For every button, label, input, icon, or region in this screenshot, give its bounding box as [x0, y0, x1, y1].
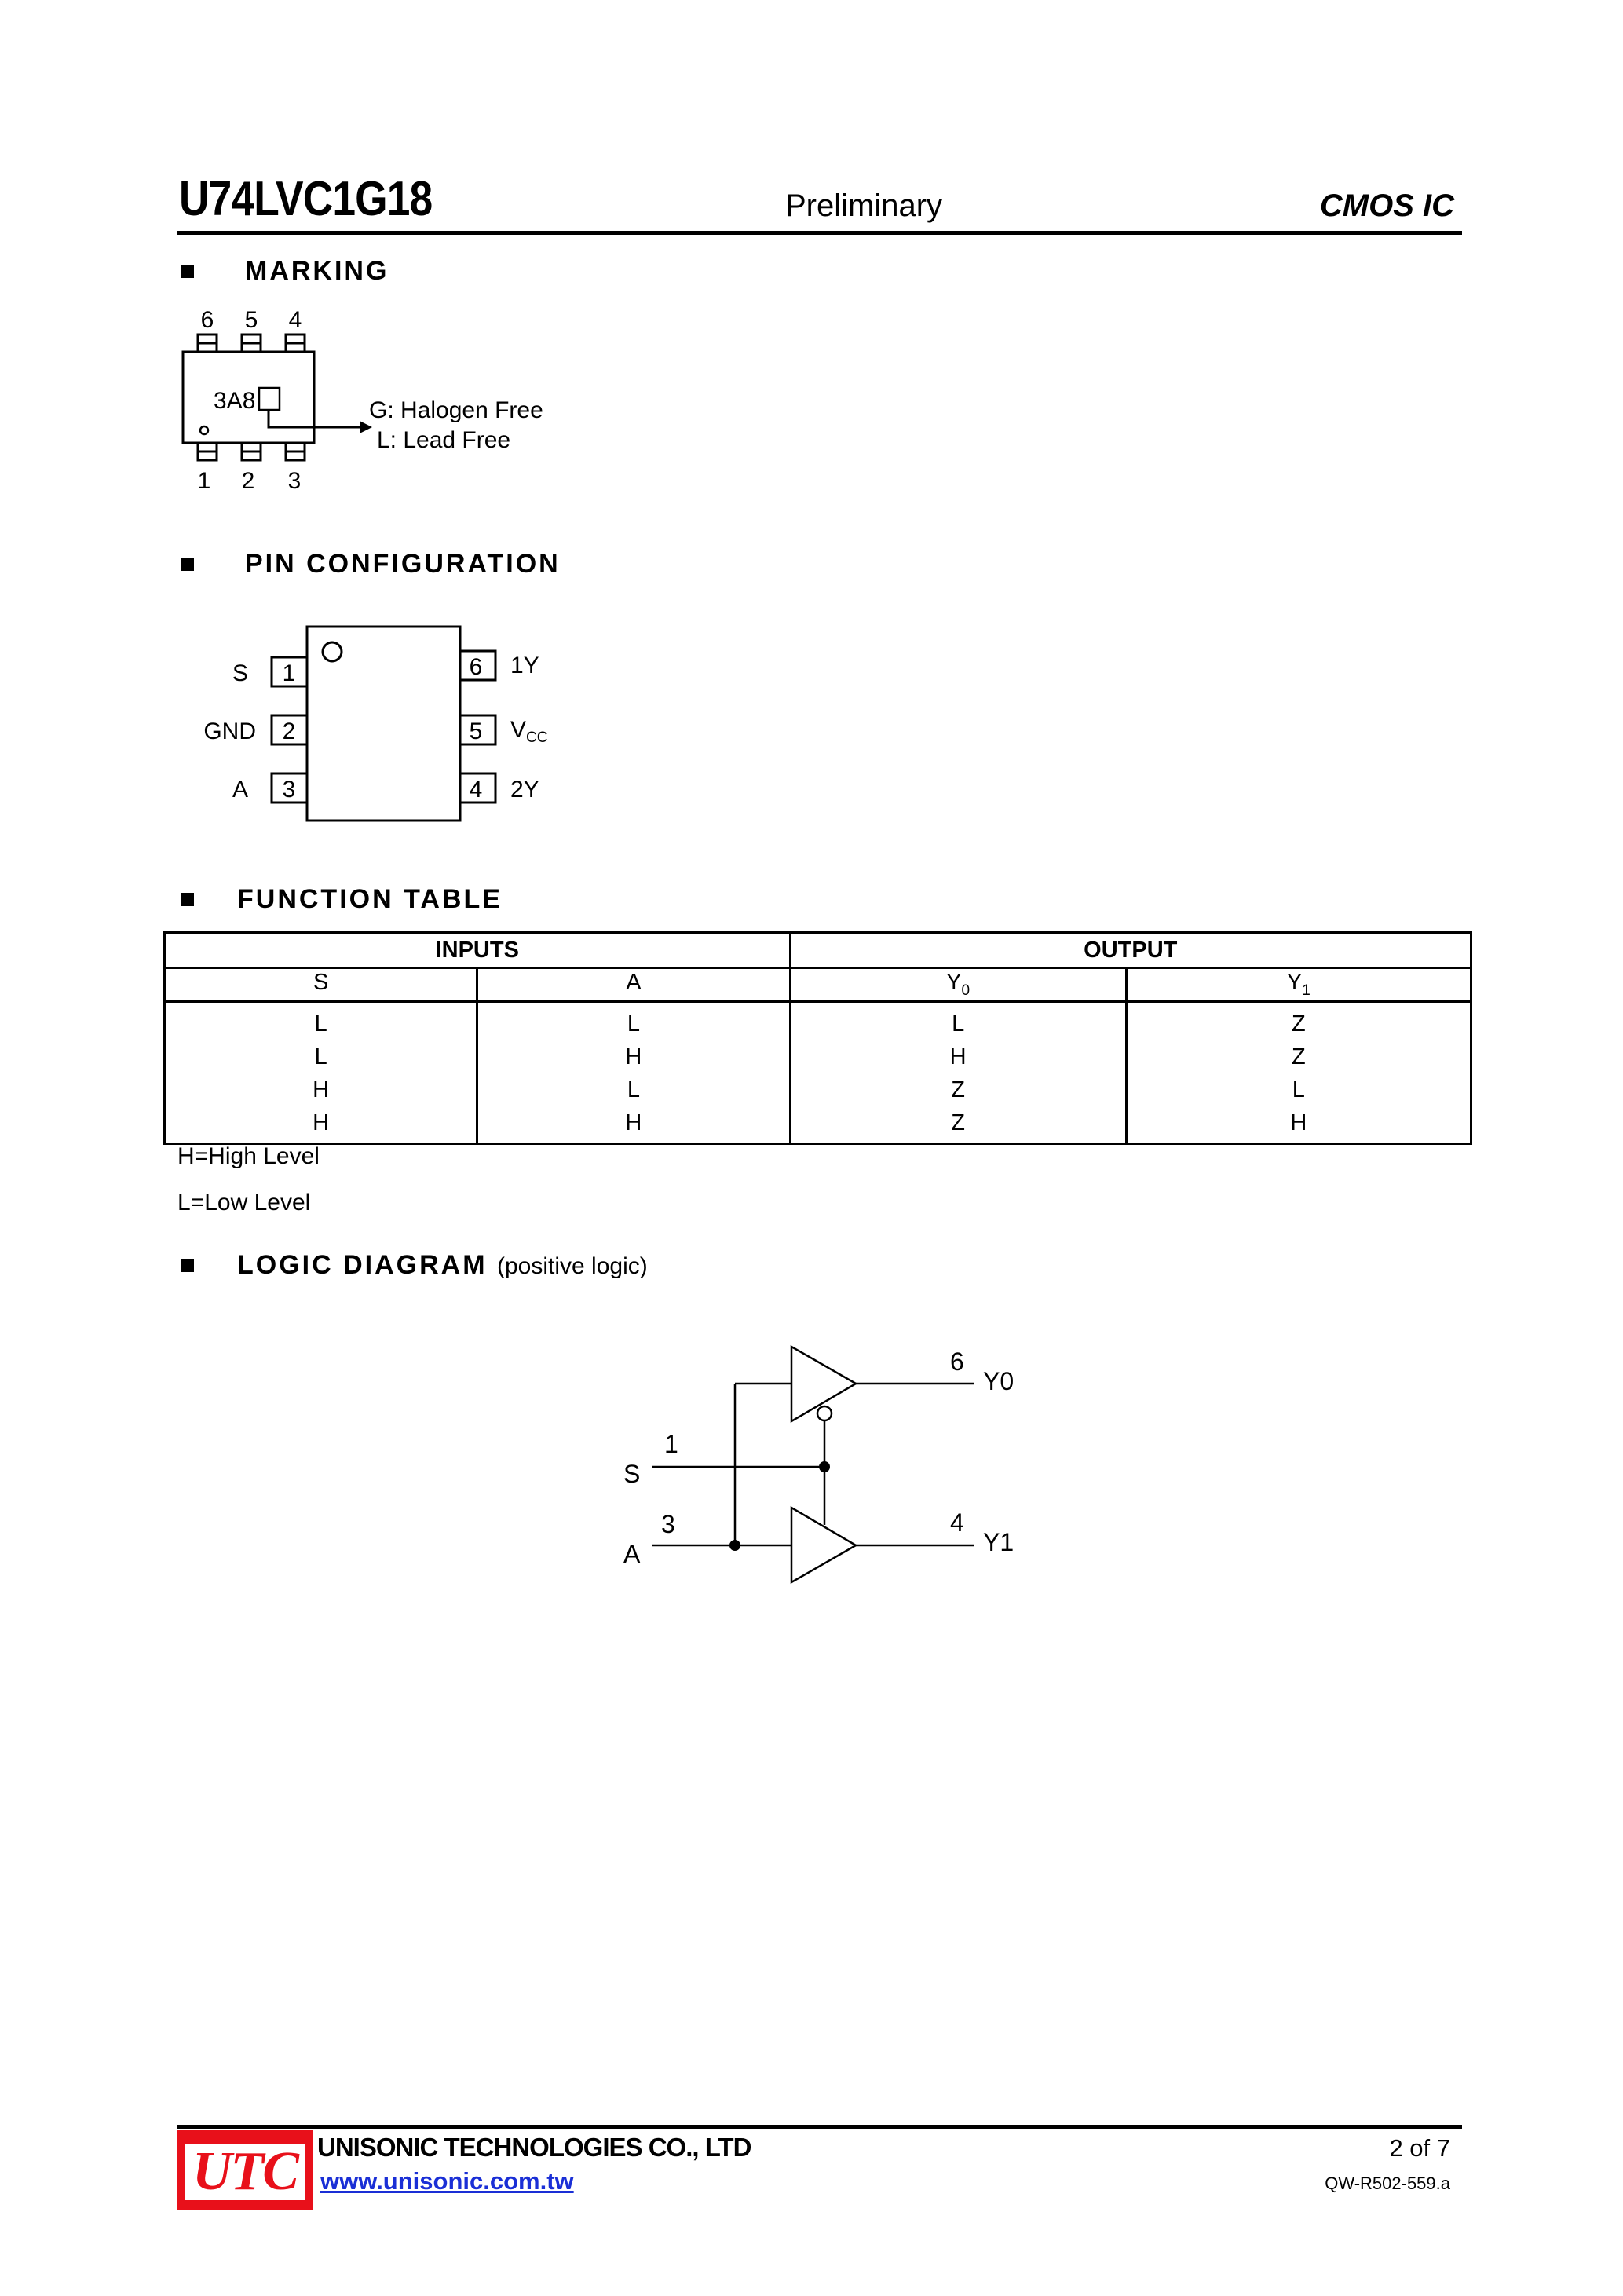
document-number: QW-R502-559.a	[1325, 2174, 1450, 2193]
logo-text: UTC	[192, 2141, 298, 2202]
marking-top-pin-label: 4	[288, 307, 302, 333]
pin-configuration-diagram	[188, 612, 581, 832]
pin-name: GND	[203, 718, 256, 744]
ic-package-body	[307, 627, 460, 821]
marking-diagram	[173, 306, 581, 503]
pin-name: $V_{CC}$	[510, 717, 548, 746]
table-cell: Z	[1126, 1040, 1471, 1073]
table-row	[165, 1073, 1471, 1106]
table-cell: Z	[790, 1073, 1126, 1106]
pin-number: 3	[282, 777, 296, 803]
input-label: S	[623, 1460, 641, 1488]
table-group-header: INPUTS	[165, 933, 791, 968]
table-cell: Z	[790, 1106, 1126, 1144]
website-link[interactable]: www.unisonic.com.tw	[320, 2167, 574, 2195]
section-title-function-table: FUNCTION TABLE	[237, 884, 503, 914]
document-status: Preliminary	[785, 188, 943, 223]
company-logo	[177, 2130, 313, 2210]
function-table	[163, 931, 1472, 1145]
product-category: CMOS IC	[1319, 188, 1454, 223]
pin-number: 2	[282, 718, 296, 744]
bullet-icon	[181, 265, 194, 278]
pin-name: 2Y	[510, 777, 539, 803]
bullet-icon	[181, 558, 194, 571]
table-legend: L=Low Level	[177, 1190, 311, 1216]
header-divider	[177, 231, 1462, 235]
table-cell: H	[477, 1106, 790, 1144]
inverted-enable-bubble-icon	[817, 1406, 832, 1420]
marking-bottom-pin-label: 3	[287, 468, 302, 494]
table-cell: L	[477, 1073, 790, 1106]
table-row	[165, 1040, 1471, 1073]
pin-number: 3	[661, 1510, 675, 1538]
table-cell: L	[165, 1002, 477, 1041]
marking-option-box	[259, 388, 280, 410]
table-legend: H=High Level	[177, 1143, 320, 1169]
table-cell: L	[165, 1040, 477, 1073]
pin-number: 6	[469, 654, 483, 680]
marking-note: L: Lead Free	[377, 427, 511, 453]
section-subtitle: (positive logic)	[497, 1253, 648, 1279]
section-title-marking: MARKING	[245, 256, 389, 286]
logic-diagram	[605, 1335, 1044, 1602]
pin-number: 1	[282, 660, 296, 686]
pin-number: 4	[950, 1508, 964, 1537]
table-column-header: A	[477, 968, 790, 1002]
table-group-header: OUTPUT	[790, 933, 1471, 968]
pin-number: 5	[469, 718, 483, 744]
table-row	[165, 1106, 1471, 1144]
output-label: Y0	[983, 1367, 1014, 1395]
section-title-logic-diagram: LOGIC DIAGRAM (positive logic)	[237, 1250, 648, 1280]
marking-note: G: Halogen Free	[369, 397, 543, 423]
footer-divider	[177, 2125, 1462, 2129]
pin1-dot-icon	[200, 426, 208, 434]
table-cell: H	[790, 1040, 1126, 1073]
table-cell: L	[1126, 1073, 1471, 1106]
bullet-icon	[181, 893, 194, 906]
table-column-header: $Y_0$	[790, 968, 1126, 1002]
table-row	[165, 1002, 1471, 1041]
company-name: UNISONIC TECHNOLOGIES CO., LTD	[317, 2133, 751, 2162]
table-cell: H	[477, 1040, 790, 1073]
marking-top-pin-label: 5	[244, 307, 258, 333]
pin-name: 1Y	[510, 653, 539, 678]
table-column-header: S	[165, 968, 477, 1002]
section-title-pin-configuration: PIN CONFIGURATION	[245, 549, 561, 579]
input-label: A	[623, 1540, 641, 1568]
table-cell: L	[790, 1002, 1126, 1041]
page-number: 2 of 7	[1389, 2134, 1450, 2162]
output-label: Y1	[983, 1528, 1014, 1556]
junction-dot-icon	[819, 1461, 830, 1472]
marking-bottom-pin-label: 1	[197, 468, 211, 494]
table-cell: Z	[1126, 1002, 1471, 1041]
pin-number: 1	[664, 1430, 678, 1458]
part-number: U74LVC1G18	[179, 172, 433, 226]
marking-top-pin-label: 6	[200, 307, 214, 333]
table-column-header: $Y_1$	[1126, 968, 1471, 1002]
marking-code: 3A8	[214, 388, 256, 414]
bullet-icon	[181, 1259, 194, 1272]
table-cell: L	[477, 1002, 790, 1041]
pin1-indicator-icon	[323, 642, 342, 661]
pin-number: 6	[950, 1347, 964, 1376]
junction-dot-icon	[729, 1540, 740, 1551]
tri-state-buffer-top	[791, 1347, 856, 1421]
table-cell: H	[165, 1106, 477, 1144]
pin-name: S	[232, 660, 248, 686]
pin-number: 4	[469, 777, 483, 803]
table-cell: H	[1126, 1106, 1471, 1144]
table-cell: H	[165, 1073, 477, 1106]
pin-name: A	[232, 777, 248, 803]
marking-bottom-pin-label: 2	[241, 468, 255, 494]
